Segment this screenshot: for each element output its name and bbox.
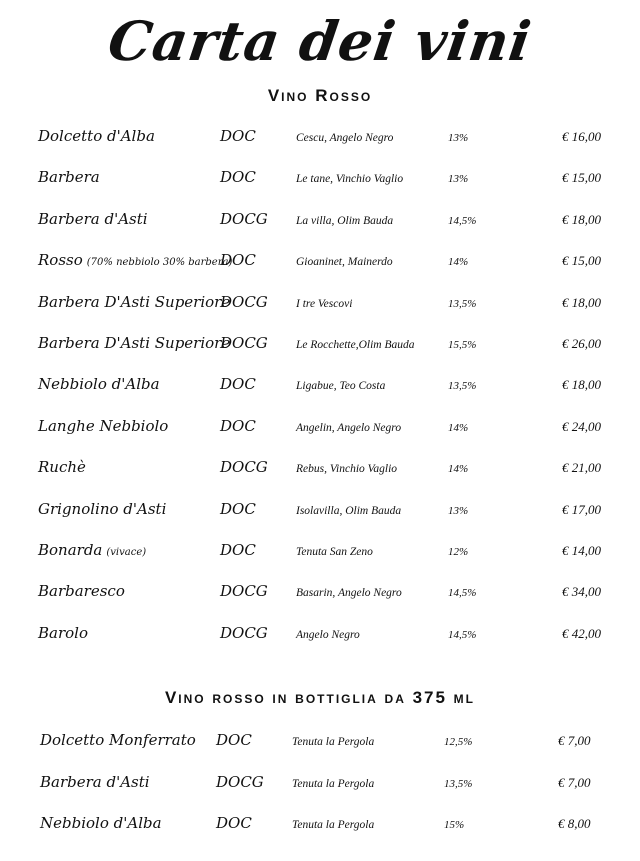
wine-name-text: Grignolino d'Asti [38,499,167,518]
wine-price: € 18,00 [562,294,601,310]
wine-name-text: Bonarda [38,541,103,559]
wine-producer: Ligabue, Teo Costa [296,380,386,393]
wine-alcohol: 14,5% [448,628,477,641]
wine-price: € 21,00 [562,460,601,476]
wine-name-text: Barbaresco [38,582,125,601]
wine-classification: DOC [220,168,256,187]
wine-alcohol: 13% [448,173,469,186]
wine-classification: DOC [220,127,256,145]
wine-alcohol: 15,5% [448,339,477,351]
wine-row [0,811,640,835]
wine-name-text: Rosso [38,251,83,270]
wine-price: € 14,00 [562,543,601,558]
wine-name [40,811,162,835]
wine-name [38,497,166,521]
wine-classification: DOCG [216,772,264,791]
wine-row [0,455,640,479]
wine-alcohol: 12% [448,546,469,558]
wine-note: (vivace) [106,547,147,558]
wine-name [38,455,86,479]
wine-name [40,770,150,794]
wine-producer: Isolavilla, Olim Bauda [296,504,402,517]
wine-row [0,372,640,396]
wine-name [38,331,230,355]
wine-classification: DOC [216,731,252,749]
wine-name-text: Barolo [38,623,88,642]
wine-row [0,770,640,794]
wine-name-text: Dolcetto Monferrato [40,731,196,749]
wine-price: € 42,00 [562,625,601,641]
wine-name [38,621,88,645]
wine-name [38,372,160,396]
wine-name [38,248,232,275]
section-heading-vino-rosso: Vino Rosso [267,86,373,105]
wine-producer: Le tane, Vinchio Vaglio [296,173,404,186]
wine-price: € 18,00 [562,211,601,227]
wine-producer: Tenuta San Zeno [296,546,373,558]
wine-producer: La villa, Olim Bauda [296,214,394,227]
wine-name [38,207,148,231]
wine-name [38,414,168,438]
wine-alcohol: 14% [448,463,469,476]
wine-row [0,728,640,752]
wine-producer: Cescu, Angelo Negro [296,132,394,144]
wine-classification: DOC [220,499,256,518]
wine-producer: Le Rocchette,Olim Bauda [296,339,415,351]
wine-row [0,165,640,189]
wine-row [0,621,640,645]
wine-producer: Rebus, Vinchio Vaglio [296,463,398,476]
wine-classification: DOCG [220,292,268,311]
wine-alcohol: 14,5% [448,214,477,227]
page-title: Carta dei vini [104,9,536,73]
wine-row [0,579,640,603]
wine-name-text: Nebbiolo d'Alba [38,375,160,394]
wine-row [0,331,640,355]
wine-row [0,207,640,231]
wine-classification: DOCG [220,334,268,352]
wine-name-text: Barbera D'Asti Superiore [38,292,231,311]
wine-row [0,124,640,148]
wine-price: € 17,00 [562,501,601,517]
wine-alcohol: 13,5% [448,297,477,310]
wine-price: € 7,00 [558,774,591,790]
wine-classification: DOC [220,416,256,435]
wine-row [0,497,640,521]
wine-name-text: Barbera d'Asti [40,772,150,791]
wine-producer: Tenuta la Pergola [292,777,375,790]
wine-name [38,165,100,189]
wine-name-text: Barbera d'Asti [38,209,148,228]
wine-alcohol: 14% [448,421,469,434]
wine-price: € 15,00 [562,253,601,269]
wine-name [40,728,196,752]
wine-name-text: Barbera [38,168,100,187]
wine-classification: DOCG [220,582,268,601]
wine-classification: DOC [216,814,252,832]
wine-alcohol: 14,5% [448,587,477,600]
wine-name [38,124,155,148]
wine-alcohol: 13,5% [444,777,473,790]
wine-alcohol: 13,5% [448,380,477,393]
wine-classification: DOCG [220,209,268,228]
wine-row [0,538,640,562]
wine-classification: DOCG [220,458,268,477]
section-heading-375ml: Vino rosso in bottiglia da 375 ml [164,688,476,707]
wine-name [38,290,230,314]
wine-price: € 16,00 [562,129,601,144]
wine-producer: Tenuta la Pergola [292,819,375,831]
wine-alcohol: 13% [448,132,469,144]
wine-producer: Basarin, Angelo Negro [296,587,402,600]
wine-name-text: Nebbiolo d'Alba [40,814,162,832]
wine-price: € 15,00 [562,170,601,186]
wine-price: € 24,00 [562,418,601,434]
wine-alcohol: 12,5% [444,736,473,748]
wine-producer: Gioaninet, Mainerdo [296,256,393,269]
wine-price: € 34,00 [562,584,601,600]
wine-row [0,414,640,438]
wine-note: (70% nebbiolo 30% barbera) [86,257,233,269]
wine-row [0,248,640,272]
wine-name [38,579,125,603]
wine-producer: Angelin, Angelo Negro [296,421,402,434]
wine-alcohol: 14% [448,256,469,269]
wine-row [0,290,640,314]
wine-producer: Tenuta la Pergola [292,736,375,748]
wine-alcohol: 13% [448,504,469,517]
wine-classification: DOC [220,251,256,270]
wine-name-text: Langhe Nebbiolo [38,416,169,435]
wine-name [38,538,146,565]
wine-alcohol: 15% [444,819,465,831]
wine-classification: DOCG [220,623,268,642]
wine-price: € 8,00 [558,816,591,831]
wine-classification: DOC [220,541,256,559]
wine-name-text: Dolcetto d'Alba [38,127,155,145]
wine-producer: I tre Vescovi [296,297,353,310]
wine-classification: DOC [220,375,256,394]
wine-price: € 18,00 [562,377,601,393]
wine-producer: Angelo Negro [296,628,360,641]
wine-name-text: Barbera D'Asti Superiore [38,334,231,352]
wine-price: € 26,00 [562,336,601,351]
wine-name-text: Ruchè [38,458,86,477]
wine-price: € 7,00 [558,733,591,748]
